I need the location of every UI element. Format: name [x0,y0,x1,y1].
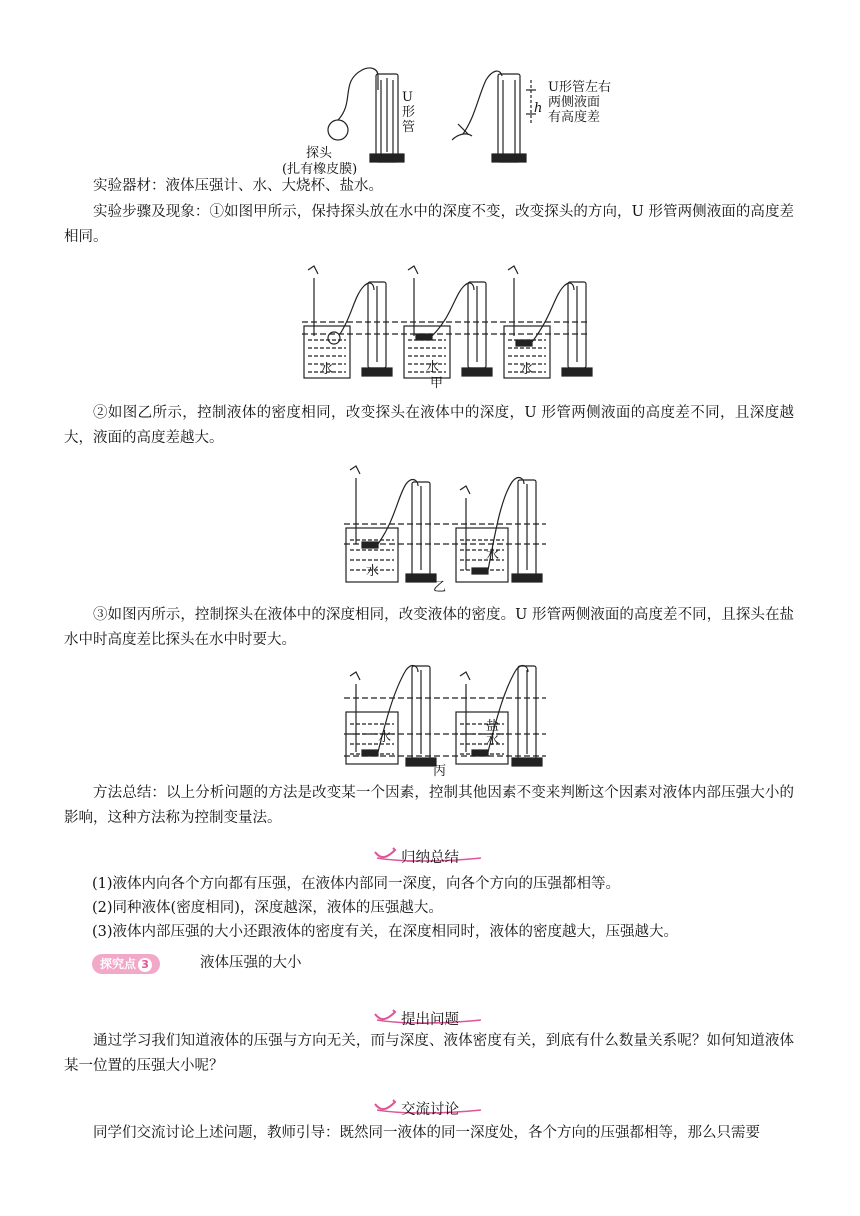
jia-liquid-2: 水 [426,360,440,375]
summary-heading: 归纳总结 [0,846,860,867]
figure-jia [294,256,594,382]
summary-item-1: (1)液体内向各个方向都有压强，在液体内部同一深度，向各个方向的压强都相等。 [92,876,621,892]
figure-bing [340,660,550,770]
step3-text: ③如图丙所示，控制探头在液体中的深度相同，改变液体的密度。U 形管两侧液面的高度差不同，且探头在盐水中时高度差比探头在水中时要大。 [64,607,794,648]
badge-number: 3 [138,958,152,972]
yi-liquid-1: 水 [366,564,380,579]
h-symbol: h [534,101,543,116]
summary-item-2: (2)同种液体(密度相同)，深度越深，液体的压强越大。 [92,900,443,916]
step1-text: 实验步骤及现象：①如图甲所示，保持探头放在水中的深度不变，改变探头的方向，U 形管两侧液面的高度差相同。 [64,204,794,245]
question-heading: 提出问题 [0,1008,860,1029]
probe-label: 探头 [306,146,333,161]
explore-point-badge: 探究点 3 [92,953,160,973]
bing-liquid-brine: 盐 水 [486,719,500,748]
summary-item-3: (3)液体内部压强的大小还跟液体的密度有关，在深度相同时，液体的密度越大，压强越大。 [92,924,679,940]
discussion-text: 同学们交流讨论上述问题，教师引导：既然同一液体的同一深度处，各个方向的压强都相等，那么只需要 [93,1125,760,1141]
explore-topic: 液体压强的大小 [200,955,302,971]
yi-liquid-2: 水 [486,548,500,563]
jia-liquid-3: 水 [520,362,534,377]
figure-caption-yi: 乙 [433,580,447,595]
height-diff-label: U形管左右 两侧液面 有高度差 [548,80,611,125]
u-tube-label: U 形 管 [402,90,416,135]
bing-liquid-water: 水 [378,730,392,745]
materials-text: 实验器材：液体压强计、水、大烧杯、盐水。 [93,178,383,194]
question-text: 通过学习我们知道液体的压强与方向无关，而与深度、液体密度有关，到底有什么数量关系呢？如何知道液体某一位置的压强大小呢？ [64,1033,794,1074]
step2-text: ②如图乙所示，控制液体的密度相同，改变探头在液体中的深度，U 形管两侧液面的高度差不同，且深度越大，液面的高度差越大。 [64,405,794,446]
probe-sub-label: (扎有橡皮膜) [282,162,358,177]
method-summary-text: 方法总结：以上分析问题的方法是改变某一个因素，控制其他因素不变来判断这个因素对液体内部压强大小的影响，这种方法称为控制变量法。 [64,785,794,826]
figure-caption-bing: 丙 [433,764,447,779]
discussion-heading: 交流讨论 [0,1098,860,1119]
figure-caption-jia: 甲 [430,376,444,391]
jia-liquid-1: 水 [320,362,334,377]
